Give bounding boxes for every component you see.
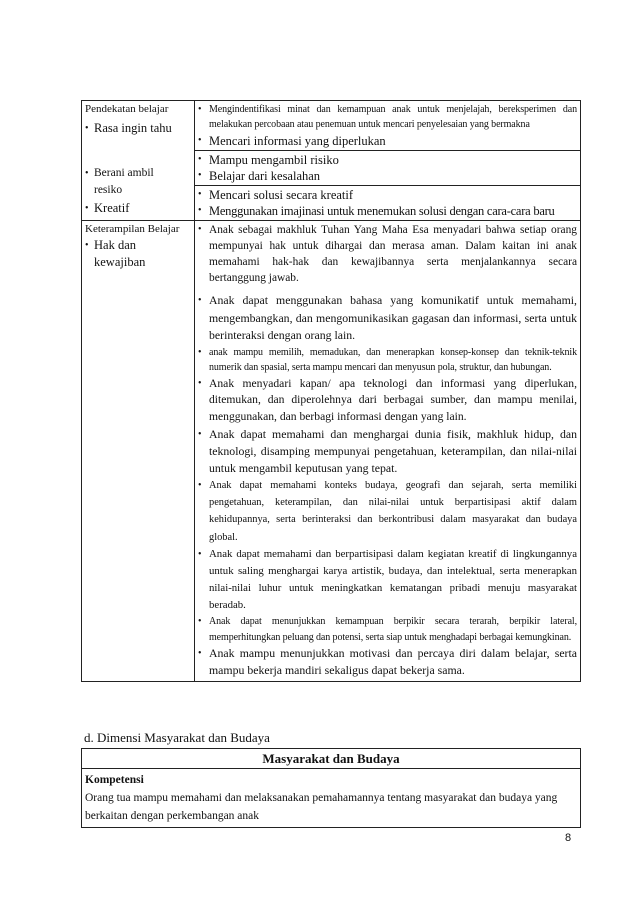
bullet-cell	[195, 185, 581, 220]
list-item: • Anak mampu menunjukkan motivasi dan percaya diri dalam belajar, serta mampu bekerja mandiri sekaligus dapat bekerja sama.	[198, 645, 577, 680]
list-item: • Anak dapat menggunakan bahasa yang komunikatif untuk memahami, mengembangkan, dan mengomunikasikan gagasan dan informasi, serta untuk berinteraksi dengan orang lain.	[198, 292, 577, 345]
list-item: • Anak dapat menunjukkan kemampuan berpikir secara terarah, berpikir lateral, memperhitungkan peluang dan potensi, serta siap untuk menghadapi berbagai kemungkinan.	[198, 614, 577, 645]
list-item: • Mampu mengambil risiko	[198, 152, 577, 168]
list-item: • Hak dan kewajiban	[85, 237, 191, 271]
list-item: • Belajar dari kesalahan	[198, 168, 577, 184]
list-item: • Mengindentifikasi minat dan kemampuan anak untuk menjelajah, bereksperimen dan melakukan percobaan atau penemuan untuk mencari penyelesaian yang bermakna	[198, 102, 577, 133]
table-row	[82, 769, 581, 828]
left-cell-skills	[82, 220, 195, 681]
list-item: • Mencari informasi yang diperlukan	[198, 133, 577, 149]
page-number: 8	[565, 832, 572, 844]
competency-label: Kompetensi	[85, 774, 144, 786]
competency-cell	[82, 769, 581, 828]
bullet-cell	[195, 220, 581, 681]
list-item: • Anak menyadari kapan/ apa teknologi dan informasi yang diperlukan, ditemukan, dan diperolehnya dari berbagai sumber, dan mampu menilai, menggunakan, dan berbagi informasi dengan yang lain.	[198, 376, 577, 426]
competency-text: Orang tua mampu memahami dan melaksanakan pemahamannya tentang masyarakat dan budaya yang berkaitan dengan perkembangan anak	[85, 792, 558, 822]
list-item: • Anak dapat memahami konteks budaya, geografi dan sejarah, serta memiliki pengetahuan, keterampilan, dan nilai-nilai untuk berpartisipasi aktif dalam kehidupannya, serta berinteraksi dan berkontribusi dalam masyarakat dan budaya global.	[198, 477, 577, 547]
list-item: • Anak dapat memahami dan berpartisipasi dalam kegiatan kreatif di lingkungannya untuk saling menghargai karya artistik, budaya, dan intelektual, serta menerapkan nilai-nilai luhur untuk meningkatkan kematangan pribadi menuju masyarakat beradab.	[198, 546, 577, 614]
table-header: Masyarakat dan Budaya	[82, 749, 581, 769]
list-item: • Rasa ingin tahu	[85, 120, 191, 137]
list-item: • Menggunakan imajinasi untuk menemukan solusi dengan cara-cara baru	[198, 203, 577, 219]
list-item: • Anak dapat memahami dan menghargai dunia fisik, makhluk hidup, dan teknologi, disamping mempunyai pengetahuan, keterampilan, dan nilai-nilai untuk mengambil keputusan yang tepat.	[198, 426, 577, 477]
list-item: • Berani ambil resiko	[85, 165, 191, 199]
competency-table	[81, 100, 581, 682]
bullet-cell	[195, 150, 581, 185]
society-culture-table	[81, 748, 581, 828]
list-item: • Kreatif	[85, 200, 191, 217]
bullet-cell	[195, 101, 581, 151]
list-item: • Anak sebagai makhluk Tuhan Yang Maha Esa menyadari bahwa setiap orang mempunyai hak untuk dihargai dan merasa aman. Dalam kaitan ini anak memahami hak-hak dan kewajibannya serta menjalankannya secara bertanggung jawab.	[198, 222, 577, 287]
left-cell-approach	[82, 101, 195, 221]
list-item: • Mencari solusi secara kreatif	[198, 187, 577, 203]
list-item: • anak mampu memilih, memadukan, dan menerapkan konsep-konsep dan teknik-teknik numerik dan spasial, serta mampu mencari dan menyusun pola, struktur, dan hubungan.	[198, 345, 577, 376]
section-title: d. Dimensi Masyarakat dan Budaya	[84, 730, 270, 745]
left-header: Pendekatan belajar	[85, 103, 169, 115]
left-header: Keterampilan Belajar	[85, 222, 180, 235]
table-row	[82, 749, 581, 769]
table-row	[82, 101, 581, 151]
table-row	[82, 220, 581, 681]
